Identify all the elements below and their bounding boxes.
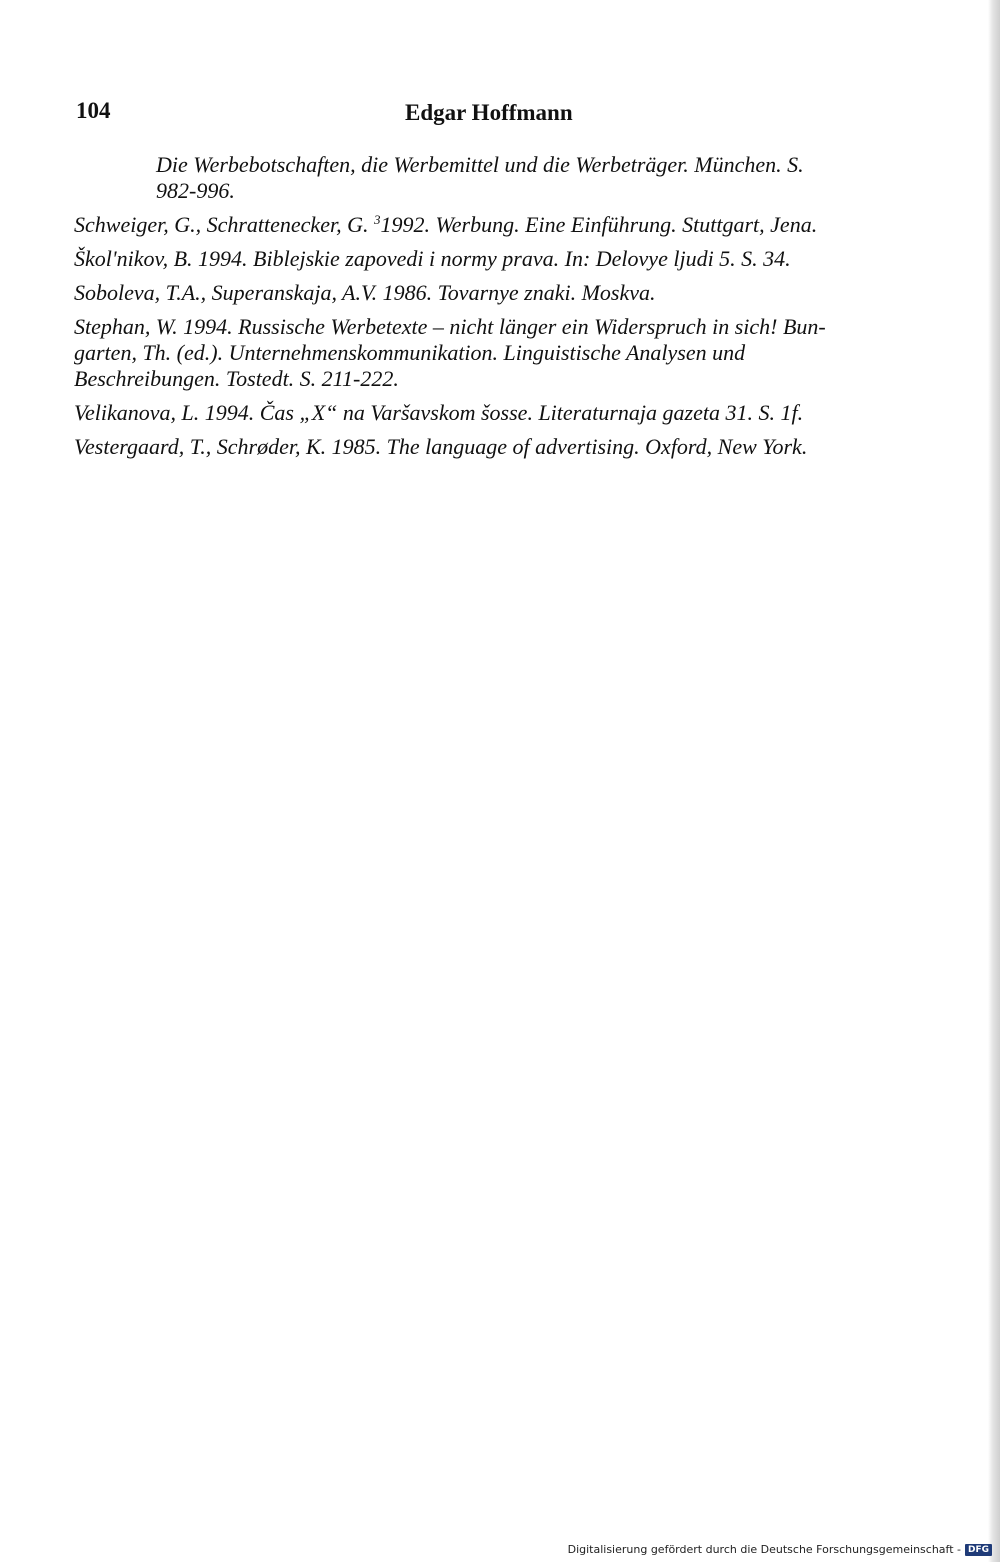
dfg-logo: DFG [965,1544,992,1556]
reference-line: Stephan, W. 1994. Russische Werbetexte – nicht länger ein Widerspruch in sich! Bun- [74,314,826,339]
page-number: 104 [76,98,111,123]
reference-entry-schweiger [74,212,904,238]
edition-superscript: 3 [373,212,381,227]
reference-entry-continued [74,152,904,204]
reference-entry-stephan [74,314,904,392]
running-head-author: Edgar Hoffmann [405,100,573,125]
reference-entry-skolnikov: Škol'nikov, B. 1994. Biblejskie zapovedi i normy prava. In: Delovye ljudi 5. S. 34. [74,246,791,271]
reference-list [74,152,904,468]
reference-entry-vestergaard: Vestergaard, T., Schrøder, K. 1985. The language of advertising. Oxford, New York. [74,434,808,459]
reference-line: 982-996. [156,178,235,203]
reference-line: Die Werbebotschaften, die Werbemittel und die Werbeträger. München. S. [156,152,804,177]
digitization-footer [568,1543,992,1556]
reference-entry-soboleva: Soboleva, T.A., Superanskaja, A.V. 1986. Tovarnye znaki. Moskva. [74,280,656,305]
reference-text: 1992. Werbung. Eine Einführung. Stuttgart, Jena. [380,212,818,237]
reference-line: Beschreibungen. Tostedt. S. 211-222. [74,366,399,391]
reference-entry-velikanova: Velikanova, L. 1994. Čas „X“ na Varšavskom šosse. Literaturnaja gazeta 31. S. 1f. [74,400,804,425]
reference-text: Schweiger, G., Schrattenecker, G. [74,212,374,237]
footer-text: Digitalisierung gefördert durch die Deutsche Forschungsgemeinschaft - [567,1543,961,1556]
reference-line: garten, Th. (ed.). Unternehmenskommunikation. Linguistische Analysen und [74,340,746,365]
page-edge-shadow [988,0,1000,1562]
